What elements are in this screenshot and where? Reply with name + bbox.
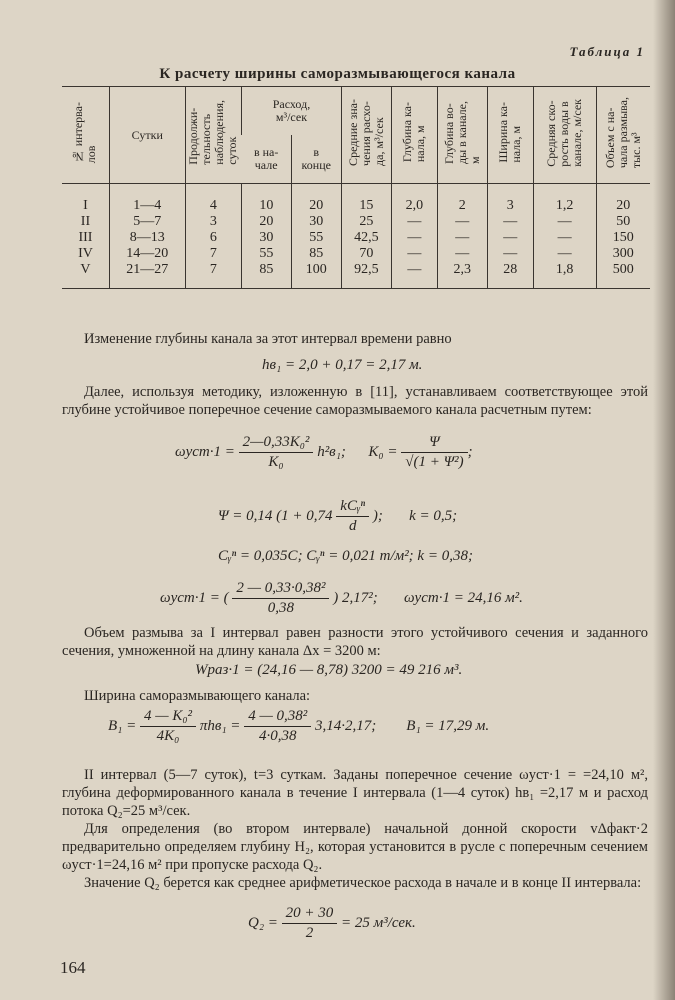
table-cell: — bbox=[533, 230, 596, 246]
table-cell: I bbox=[83, 198, 88, 213]
table-cell: 1,2 bbox=[533, 184, 596, 215]
equation-omega-value: ωуст·1 = ( $\frac{\text{2 — 0,33·0,38²}}{0,38}$ ) 2,17²; ωуст·1 = 24,16 м². bbox=[160, 580, 523, 616]
data-table bbox=[62, 86, 650, 289]
paragraph-3: Объем размыва за I интервал равен разности этого устойчивого сечения и заданного сечения, умноженной на длину канала Δx = 3200 м: bbox=[62, 625, 648, 659]
paragraph-2: Далее, используя методику, изложенную в [11], устанавливаем соответствующее этой глубине устойчивое поперечное сечение саморазмываемого канала расчетным путем: bbox=[62, 384, 648, 418]
table-cell: 100 bbox=[291, 262, 341, 289]
table-cell: 50 bbox=[596, 214, 650, 230]
table-cell: 5—7 bbox=[109, 214, 185, 230]
table-cell: 4 bbox=[185, 184, 242, 215]
equation-depth: hв₁ = 2,0 + 0,17 = 2,17 м. bbox=[262, 357, 423, 373]
table-cell: 6 bbox=[185, 230, 242, 246]
header-velocity: Средняя ско- рость воды в канале, м/сек bbox=[533, 87, 596, 184]
header-channel-depth: Глубина ка- нала, м bbox=[391, 87, 437, 184]
page-number: 164 bbox=[60, 958, 86, 977]
table-cell: II bbox=[80, 214, 91, 229]
header-duration: Продолжи- тельность наблюдения, суток bbox=[185, 87, 242, 184]
table-cell: 20 bbox=[291, 184, 341, 215]
table-cell: — bbox=[437, 246, 487, 262]
table-cell: V bbox=[62, 262, 109, 289]
table-cell: — bbox=[487, 246, 533, 262]
table-cell: — bbox=[391, 230, 437, 246]
paragraph-4: Ширина саморазмывающего канала: bbox=[84, 688, 311, 704]
table-cell: 20 bbox=[596, 184, 650, 215]
table-row bbox=[62, 262, 650, 289]
page-edge-shadow bbox=[653, 0, 675, 1000]
table-cell: 10 bbox=[242, 184, 292, 215]
paragraph-7: Значение Q₂ берется как среднее арифметическое расхода в начале и в конце II интервала: bbox=[84, 875, 642, 891]
table-cell: 500 bbox=[596, 262, 650, 289]
table-cell: 25 bbox=[341, 214, 391, 230]
table-cell: 2,3 bbox=[437, 262, 487, 289]
paragraph-6: Для определения (во втором интервале) начальной донной скорости vΔфакт·2 предварительно определяем глубину H₂, которая установится в русле с поперечным сечением ωуст·1=24,16 м² при пропуске расхода Q₂. bbox=[62, 821, 648, 873]
table-cell: 150 bbox=[596, 230, 650, 246]
equation-coefficients: Cᵧⁿ = 0,035C; Cᵧⁿ = 0,021 т/м²; k = 0,38; bbox=[218, 548, 473, 564]
table-cell: 3 bbox=[487, 184, 533, 215]
table-cell: 2 bbox=[437, 184, 487, 215]
table-cell: — bbox=[437, 230, 487, 246]
equation-omega: ωуст·1 = $\frac{\text{2—0,33K₀²}}{\text{K₀}}$ h²в₁; K₀ = $\frac{\Psi}{\text{√(1 + Ψ²)}}$ ; bbox=[175, 434, 473, 470]
table-cell: 92,5 bbox=[341, 262, 391, 289]
table-cell: IV bbox=[78, 246, 93, 261]
table-row bbox=[62, 246, 650, 262]
header-flow-end: в конце bbox=[291, 135, 341, 184]
table-cell: 21—27 bbox=[109, 262, 185, 289]
table-row bbox=[62, 184, 650, 215]
table-cell: 30 bbox=[242, 230, 292, 246]
table-cell: III bbox=[78, 230, 93, 245]
header-avg-flow: Средние зна- чения расхо- да, м³/сек bbox=[341, 87, 391, 184]
table-title: К расчету ширины саморазмывающегося канала bbox=[159, 66, 516, 82]
equation-q2: Q₂ = $\frac{20 + 30}{2}$ = 25 м³/сек. bbox=[248, 905, 416, 941]
table-cell: — bbox=[487, 214, 533, 230]
table-cell: 85 bbox=[291, 246, 341, 262]
table-cell: 1—4 bbox=[109, 184, 185, 215]
table-cell: 300 bbox=[596, 246, 650, 262]
table-cell: 70 bbox=[341, 246, 391, 262]
table-cell: — bbox=[533, 246, 596, 262]
equation-width: B₁ = $\frac{\text{4 — K₀²}}{\text{4K₀}}$ πhв₁ = $\frac{\text{4 — 0,38²}}{4\cdot 0,38}$ 3,14·2,17; B₁ = 17,29 м. bbox=[108, 708, 490, 744]
equation-psi: Ψ = 0,14 (1 + 0,74 $\frac{\text{kCᵧⁿ}}{d}$ ); k = 0,5; bbox=[218, 498, 458, 534]
table-cell: — bbox=[391, 214, 437, 230]
table-cell: 7 bbox=[185, 262, 242, 289]
table-cell: 7 bbox=[185, 246, 242, 262]
table-cell: 14—20 bbox=[109, 246, 185, 262]
table-cell: — bbox=[487, 230, 533, 246]
table-cell: 3 bbox=[185, 214, 242, 230]
table-cell: 1,8 bbox=[533, 262, 596, 289]
table-cell: — bbox=[391, 246, 437, 262]
header-volume: Объем с на- чала размыва, тыс. м³ bbox=[596, 87, 650, 184]
table-cell: — bbox=[437, 214, 487, 230]
header-flow-start: в на- чале bbox=[242, 135, 292, 184]
header-water-depth: Глубина во- ды в канале, м bbox=[437, 87, 487, 184]
table-cell: 8—13 bbox=[109, 230, 185, 246]
table-cell: 85 bbox=[242, 262, 292, 289]
table-row bbox=[62, 214, 650, 230]
table-cell: — bbox=[533, 214, 596, 230]
table-cell: — bbox=[391, 262, 437, 289]
table-cell: 55 bbox=[291, 230, 341, 246]
table-cell: 2,0 bbox=[391, 184, 437, 215]
equation-volume: Wраз·1 = (24,16 — 8,78) 3200 = 49 216 м³. bbox=[195, 662, 463, 678]
table-cell: 55 bbox=[242, 246, 292, 262]
table-cell: 20 bbox=[242, 214, 292, 230]
paragraph-1: Изменение глубины канала за этот интервал времени равно bbox=[84, 331, 452, 347]
table-cell: 15 bbox=[341, 184, 391, 215]
table-cell: 30 bbox=[291, 214, 341, 230]
header-width: Ширина ка- нала, м bbox=[487, 87, 533, 184]
table-row bbox=[62, 230, 650, 246]
header-interval: № интерва- лов bbox=[62, 87, 109, 184]
table-label: Таблица 1 bbox=[569, 44, 645, 59]
table-cell: 28 bbox=[487, 262, 533, 289]
table-body bbox=[62, 184, 650, 289]
table-cell: 42,5 bbox=[341, 230, 391, 246]
header-days: Сутки bbox=[109, 87, 185, 184]
header-flow: Расход, м³/сек bbox=[242, 87, 342, 136]
paragraph-5: II интервал (5—7 суток), t=3 суткам. Заданы поперечное сечение ωуст·1 = =24,10 м², глубина деформированного канала в течение I интервала (1—4 суток) hв₁ =2,17 м и расход потока Q₂=25 м³/сек. bbox=[62, 767, 648, 819]
